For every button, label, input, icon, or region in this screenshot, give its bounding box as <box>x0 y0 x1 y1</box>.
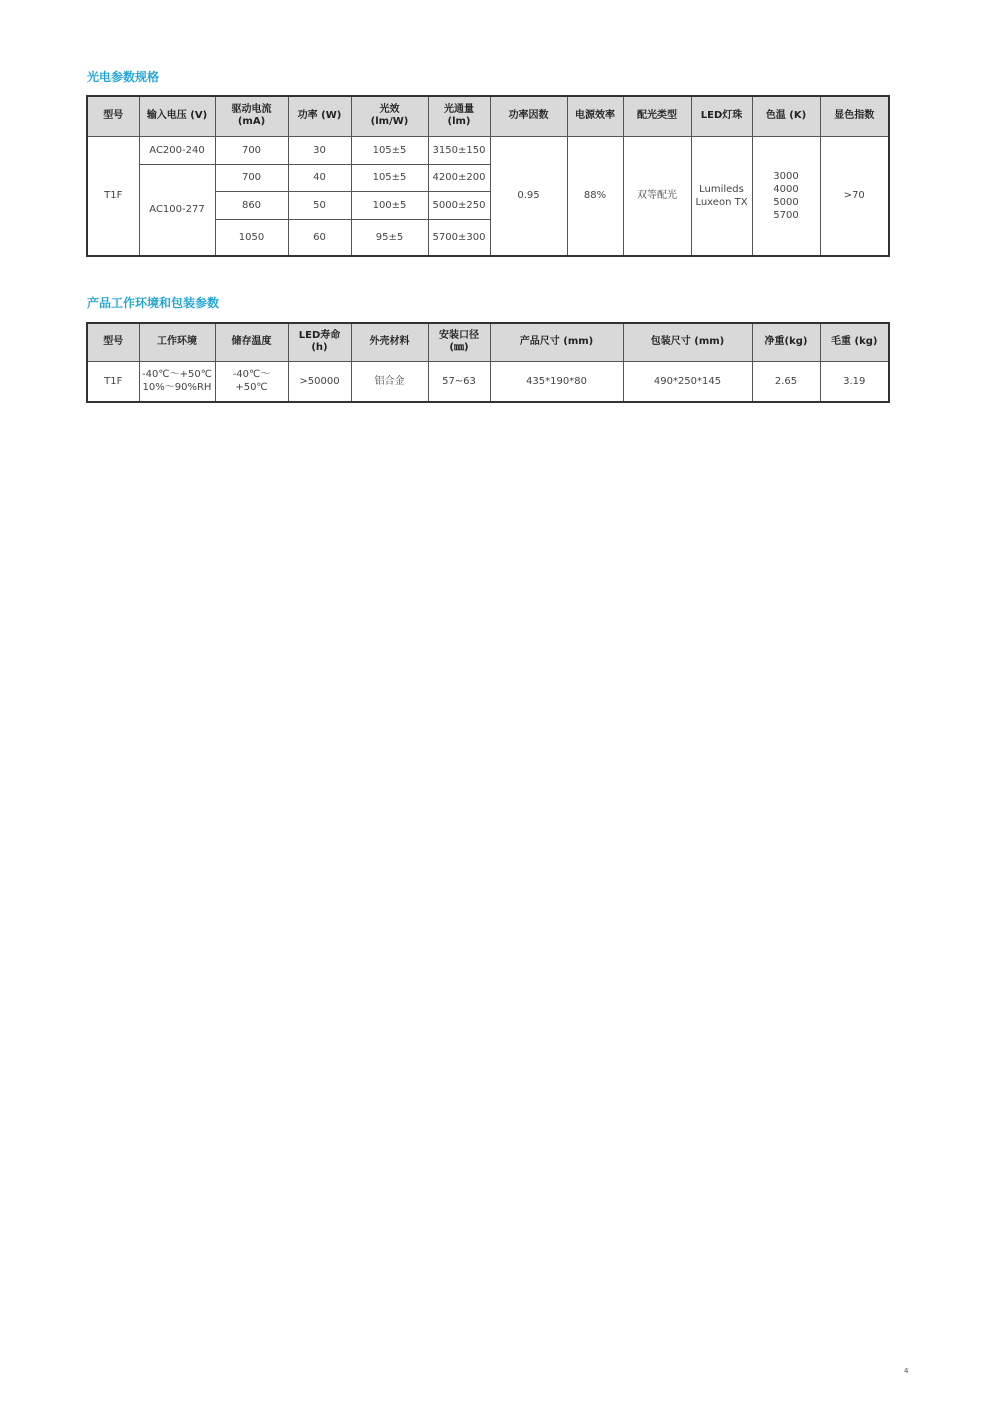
cell-efficacy: 100±5 <box>351 191 428 219</box>
cell-package-size: 490*250*145 <box>623 361 752 402</box>
cell-power-factor: 0.95 <box>490 136 567 256</box>
header-power: 功率 (W) <box>288 96 351 136</box>
page-number: 4 <box>904 1367 909 1375</box>
cell-voltage-ac100-277: AC100-277 <box>139 164 215 256</box>
table-row <box>87 361 889 402</box>
cell-led-lifetime: >50000 <box>288 361 351 402</box>
header-product-size: 产品尺寸 (mm) <box>490 323 623 361</box>
cell-net-weight: 2.65 <box>752 361 820 402</box>
cell-storage-temperature: -40℃～+50℃ <box>215 361 288 402</box>
header-luminous-flux: 光通量 (lm) <box>428 96 490 136</box>
section-title-optical-electrical: 光电参数规格 <box>87 70 160 84</box>
header-driver-efficiency: 电源效率 <box>567 96 623 136</box>
header-model: 型号 <box>87 323 139 361</box>
header-gross-weight: 毛重 (kg) <box>820 323 889 361</box>
cell-working-environment: -40℃～+50℃ 10%～90%RH <box>139 361 215 402</box>
header-model: 型号 <box>87 96 139 136</box>
header-distribution-type: 配光类型 <box>623 96 691 136</box>
header-storage-temperature: 储存温度 <box>215 323 288 361</box>
cell-model: T1F <box>87 136 139 256</box>
cell-efficacy: 105±5 <box>351 164 428 191</box>
cell-voltage-ac200-240: AC200-240 <box>139 136 215 164</box>
cell-flux: 5000±250 <box>428 191 490 219</box>
header-net-weight: 净重(kg) <box>752 323 820 361</box>
cell-led-chip: Lumileds Luxeon TX <box>691 136 752 256</box>
header-package-size: 包装尺寸 (mm) <box>623 323 752 361</box>
header-drive-current: 驱动电流 (mA) <box>215 96 288 136</box>
header-working-environment: 工作环境 <box>139 323 215 361</box>
table-header-row <box>87 96 889 136</box>
cell-power: 50 <box>288 191 351 219</box>
cell-efficacy: 95±5 <box>351 219 428 256</box>
header-power-factor: 功率因数 <box>490 96 567 136</box>
cell-gross-weight: 3.19 <box>820 361 889 402</box>
optical-electrical-spec-table <box>86 95 890 257</box>
cell-flux: 5700±300 <box>428 219 490 256</box>
cell-efficacy: 105±5 <box>351 136 428 164</box>
cell-driver-efficiency: 88% <box>567 136 623 256</box>
cell-model: T1F <box>87 361 139 402</box>
header-mount-diameter: 安装口径 (㎜) <box>428 323 490 361</box>
cell-power: 60 <box>288 219 351 256</box>
header-cct: 色温 (K) <box>752 96 820 136</box>
cell-current: 1050 <box>215 219 288 256</box>
cell-current: 860 <box>215 191 288 219</box>
cell-housing-material: 铝合金 <box>351 361 428 402</box>
cell-power: 30 <box>288 136 351 164</box>
cell-flux: 4200±200 <box>428 164 490 191</box>
header-input-voltage: 输入电压 (V) <box>139 96 215 136</box>
cell-cct: 3000 4000 5000 5700 <box>752 136 820 256</box>
cell-power: 40 <box>288 164 351 191</box>
cell-cri: >70 <box>820 136 889 256</box>
cell-flux: 3150±150 <box>428 136 490 164</box>
header-housing-material: 外壳材料 <box>351 323 428 361</box>
cell-current: 700 <box>215 136 288 164</box>
section-title-environment-packaging: 产品工作环境和包装参数 <box>87 296 220 310</box>
environment-packaging-table <box>86 322 890 403</box>
header-led-lifetime: LED寿命 (h) <box>288 323 351 361</box>
header-led-chip: LED灯珠 <box>691 96 752 136</box>
header-cri: 显色指数 <box>820 96 889 136</box>
header-efficacy: 光效 (lm/W) <box>351 96 428 136</box>
cell-distribution-type: 双等配光 <box>623 136 691 256</box>
cell-mount-diameter: 57~63 <box>428 361 490 402</box>
cell-current: 700 <box>215 164 288 191</box>
cell-product-size: 435*190*80 <box>490 361 623 402</box>
table-row <box>87 136 889 164</box>
table-header-row <box>87 323 889 361</box>
